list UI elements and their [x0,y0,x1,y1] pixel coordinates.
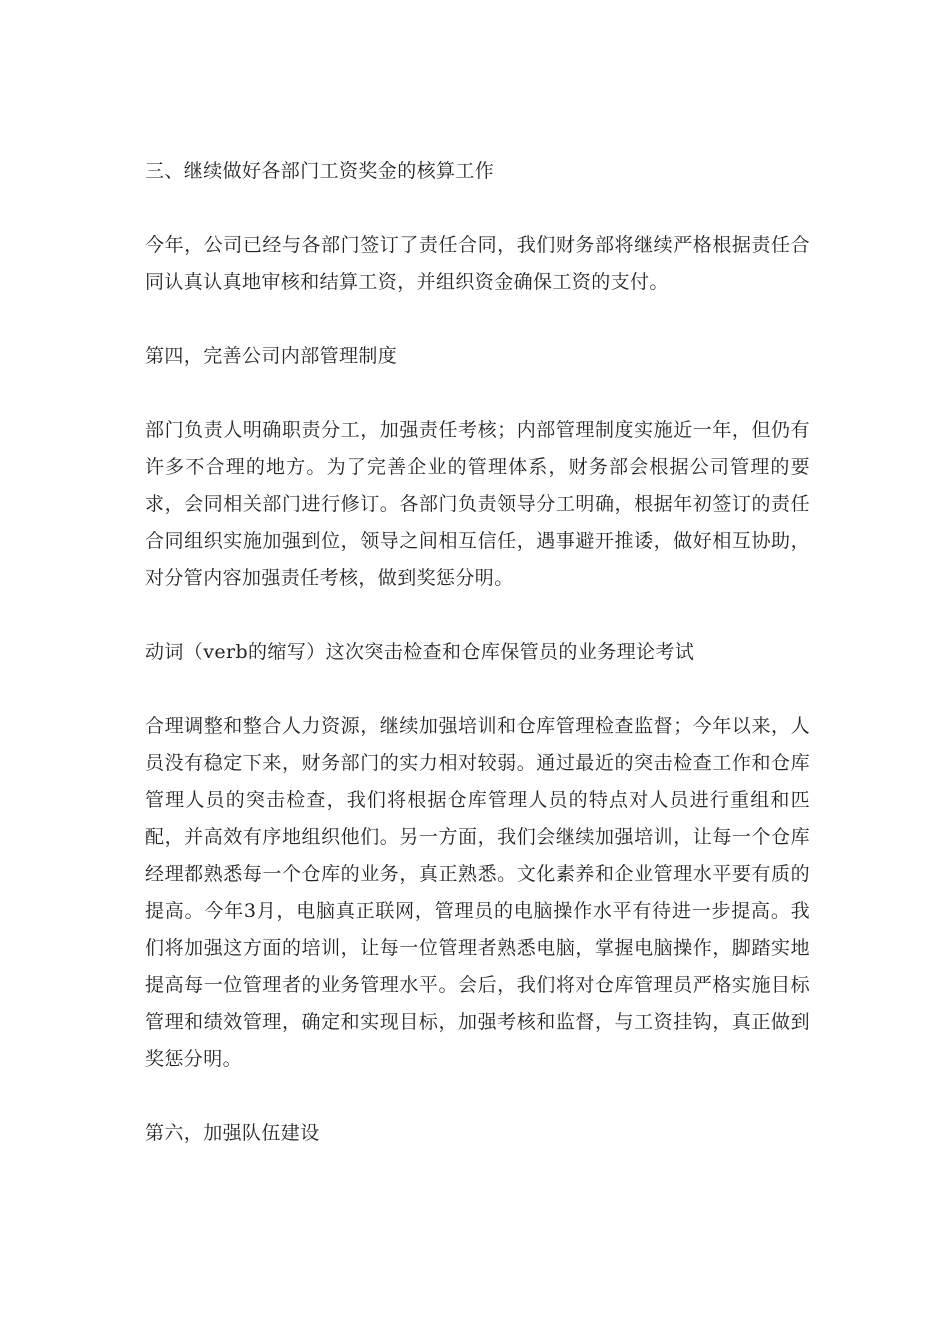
paragraph-management-system: 部门负责人明确职责分工，加强责任考核；内部管理制度实施近一年，但仍有许多不合理的地方。为了完善企业的管理体系，财务部会根据公司管理的要求，会同相关部门进行修订。各部门负责领导分工明确，根据年初签订的责任合同组织实施加强到位，领导之间相互信任，遇事避开推诿，做好相互协助，对分管内容加强责任考核，做到奖惩分明。 [145,419,810,589]
section-heading-4: 第四，完善公司内部管理制度 [145,345,398,367]
document-body [145,153,810,1189]
paragraph-salary-accounting: 今年，公司已经与各部门签订了责任合同，我们财务部将继续严格根据责任合同认真认真地审核和结算工资，并组织资金确保工资的支付。 [145,234,810,293]
paragraph-warehouse-training: 合理调整和整合人力资源，继续加强培训和仓库管理检查监督；今年以来，人员没有稳定下来，财务部门的实力相对较弱。通过最近的突击检查工作和仓库管理人员的突击检查，我们将根据仓库管理人员的特点对人员进行重组和匹配，并高效有序地组织他们。另一方面，我们会继续加强培训，让每一个仓库经理都熟悉每一个仓库的业务，真正熟悉。文化素养和企业管理水平要有质的提高。今年3月，电脑真正联网，管理员的电脑操作水平有待进一步提高。我们将加强这方面的培训，让每一位管理者熟悉电脑，掌握电脑操作，脚踏实地提高每一位管理者的业务管理水平。会后，我们将对仓库管理员严格实施目标管理和绩效管理，确定和实现目标，加强考核和监督，与工资挂钩，真正做到奖惩分明。 [145,715,810,1070]
section-heading-6: 第六，加强队伍建设 [145,1122,320,1144]
section-heading-3: 三、继续做好各部门工资奖金的核算工作 [145,160,495,182]
section-heading-verb: 动词（verb的缩写）这次突击检查和仓库保管员的业务理论考试 [145,641,695,663]
